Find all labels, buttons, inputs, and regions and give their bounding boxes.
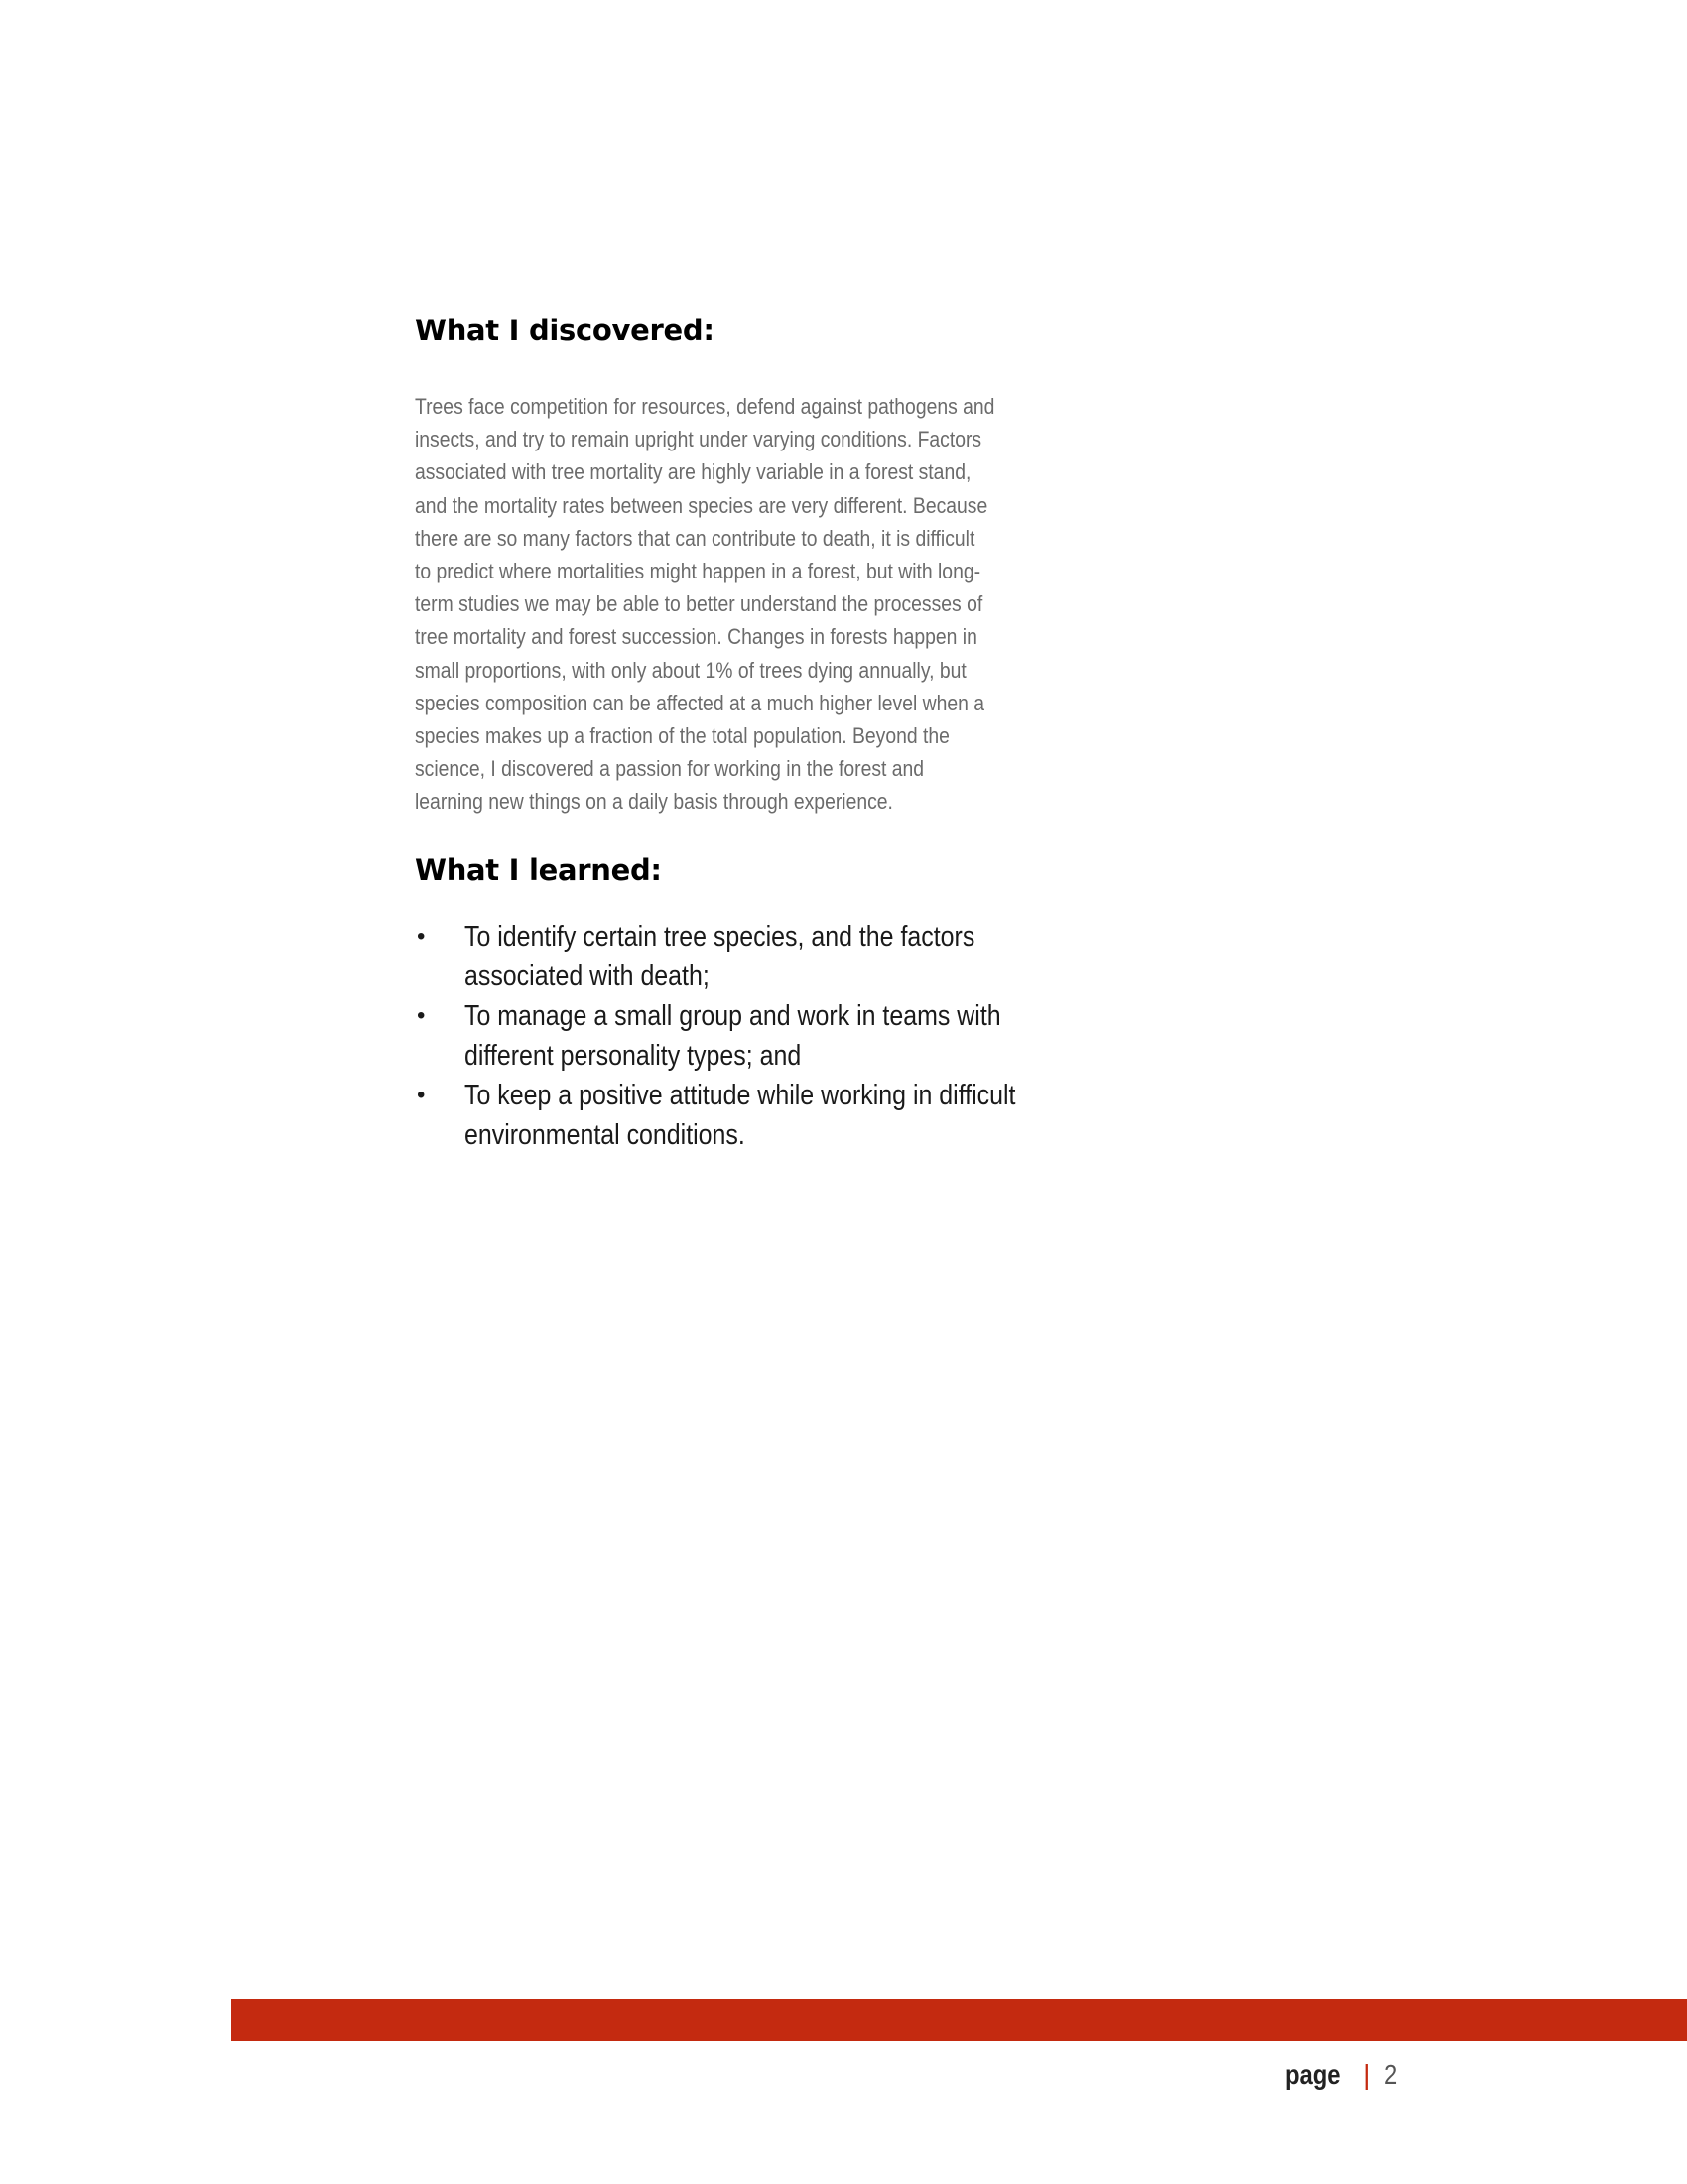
- list-item: [415, 1076, 1169, 1155]
- learned-list: [415, 917, 1169, 1155]
- list-item-text: To manage a small group and work in teams with different personality types; and: [464, 1000, 1001, 1072]
- bullet-icon: •: [417, 1082, 426, 1108]
- page-separator: |: [1363, 2059, 1371, 2090]
- list-item-text: To identify certain tree species, and the factors associated with death;: [464, 921, 975, 992]
- page-number: 2: [1384, 2059, 1398, 2090]
- heading-what-i-learned: What I learned:: [415, 853, 662, 887]
- list-item-text: To keep a positive attitude while working in difficult environmental conditions.: [464, 1080, 1016, 1151]
- bullet-icon: •: [417, 923, 426, 950]
- list-item: [415, 996, 1169, 1076]
- bullet-icon: •: [417, 1002, 426, 1029]
- page-number-label: [1285, 2059, 1400, 2091]
- footer-accent-bar: [231, 1999, 1687, 2041]
- list-item: [415, 917, 1169, 996]
- heading-what-i-discovered: What I discovered:: [415, 314, 714, 347]
- discovered-paragraph: Trees face competition for resources, defend against pathogens and insects, and try to remain upright under varying conditions. Factors associated with tree mortality are highly variable in a forest stand, and the mortality rates between species are very different. Because there are so many factors that can contribute to death, it is difficult to predict where mortalities might happen in a forest, but with long-term studies we may be able to better understand the processes of tree mortality and forest succession. Changes in forests happen in small proportions, with only about 1% of trees dying annually, but species composition can be affected at a much higher level when a species makes up a fraction of the total population. Beyond the science, I discovered a passion for working in the forest and learning new things on a daily basis through experience.: [415, 394, 995, 815]
- page-word: page: [1285, 2059, 1341, 2090]
